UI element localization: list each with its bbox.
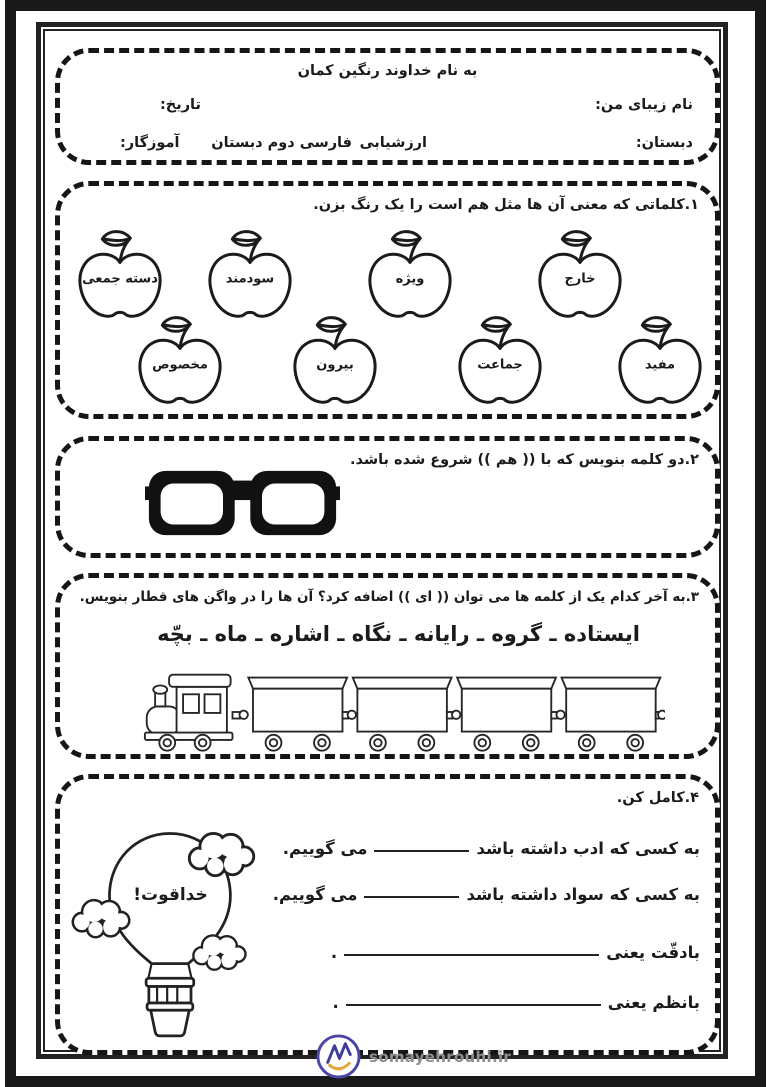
evaluation-label: ارزشیابی [359, 135, 427, 151]
fill-in-line [331, 943, 700, 962]
apple-word [363, 227, 457, 324]
apple-word-label: مفید [644, 357, 676, 373]
apple-word [203, 227, 297, 324]
school-label: دبستان: [635, 135, 693, 151]
question1-instruction: ۱.کلماتی که معنی آن ها مثل هم است را یک رنگ بزن. [313, 197, 699, 213]
answer-blank [374, 850, 469, 852]
apple-word-label: ویژه [395, 271, 425, 287]
student-name-label: نام زیبای من: [595, 97, 693, 113]
apple-word [613, 313, 707, 410]
balloon-illustration [68, 817, 314, 1057]
question3-word-list: ایستاده ـ گروه ـ رایانه ـ نگاه ـ اشاره ـ ماه ـ بچّه [157, 622, 640, 646]
question2-instruction: ۲.دو کلمه بنویس که با (( هم )) شروع شده باشد. [349, 452, 699, 468]
question1-section [55, 181, 720, 419]
line-text-after: . [330, 943, 338, 962]
question3-section [55, 573, 720, 759]
train-wagon [562, 678, 665, 751]
fill-in-line [283, 839, 700, 858]
apple-word-label: سودمند [225, 271, 275, 287]
locomotive-icon [145, 675, 248, 751]
train-wagon [457, 678, 565, 751]
apple-word-label: مخصوص [152, 357, 208, 373]
line-text-after: . [332, 993, 339, 1012]
apple-word-label: جماعت [477, 357, 523, 373]
line-text-before: بادقّت یعنی [606, 943, 700, 962]
apple-word-label: دسته جمعی [82, 271, 158, 287]
subject-label: فارسی دوم دبستان [211, 135, 352, 151]
teacher-label: آموزگار: [120, 135, 180, 151]
fill-in-line [332, 993, 700, 1012]
question4-instruction: ۴.کامل کن. [616, 790, 699, 806]
balloon-text: خداقوت! [133, 885, 208, 905]
publisher-logo-icon [315, 1033, 362, 1080]
train-wagon [248, 678, 356, 751]
watermark-text: somayehrouhi.ir [369, 1047, 512, 1066]
line-text-after: می گوییم. [282, 839, 368, 858]
train-wagon [353, 678, 461, 751]
hot-air-balloon-icon [68, 817, 314, 1057]
apple-word [288, 313, 382, 410]
apple-word [73, 227, 167, 324]
apple-word [533, 227, 627, 324]
fill-in-line [273, 885, 700, 904]
line-text-before: بانظم یعنی [607, 993, 700, 1012]
date-label: تاریخ: [160, 97, 201, 113]
glasses-icon [145, 463, 340, 543]
question3-instruction: ۳.به آخر کدام یک از کلمه ها می توان (( ای )) اضافه کرد؟ آن ها را در واگن های قطار بنویس. [79, 589, 699, 605]
watermark [315, 1033, 511, 1080]
line-text-before: به کسی که سواد داشته باشد [466, 885, 700, 904]
apple-word-label: بیرون [316, 357, 354, 373]
line-text-after: می گوییم. [272, 885, 358, 904]
question2-section [55, 436, 720, 558]
line-text-before: به کسی که ادب داشته باشد [476, 839, 700, 858]
apple-word [133, 313, 227, 410]
train-illustration [143, 672, 665, 752]
header-section [55, 48, 720, 165]
answer-blank [346, 1004, 601, 1006]
apple-word-label: خارج [564, 271, 596, 287]
answer-blank [364, 896, 459, 898]
question4-section [55, 774, 720, 1055]
answer-blank [344, 954, 599, 956]
apple-word [453, 313, 547, 410]
bismillah-title: به نام خداوند رنگین کمان [297, 63, 478, 79]
